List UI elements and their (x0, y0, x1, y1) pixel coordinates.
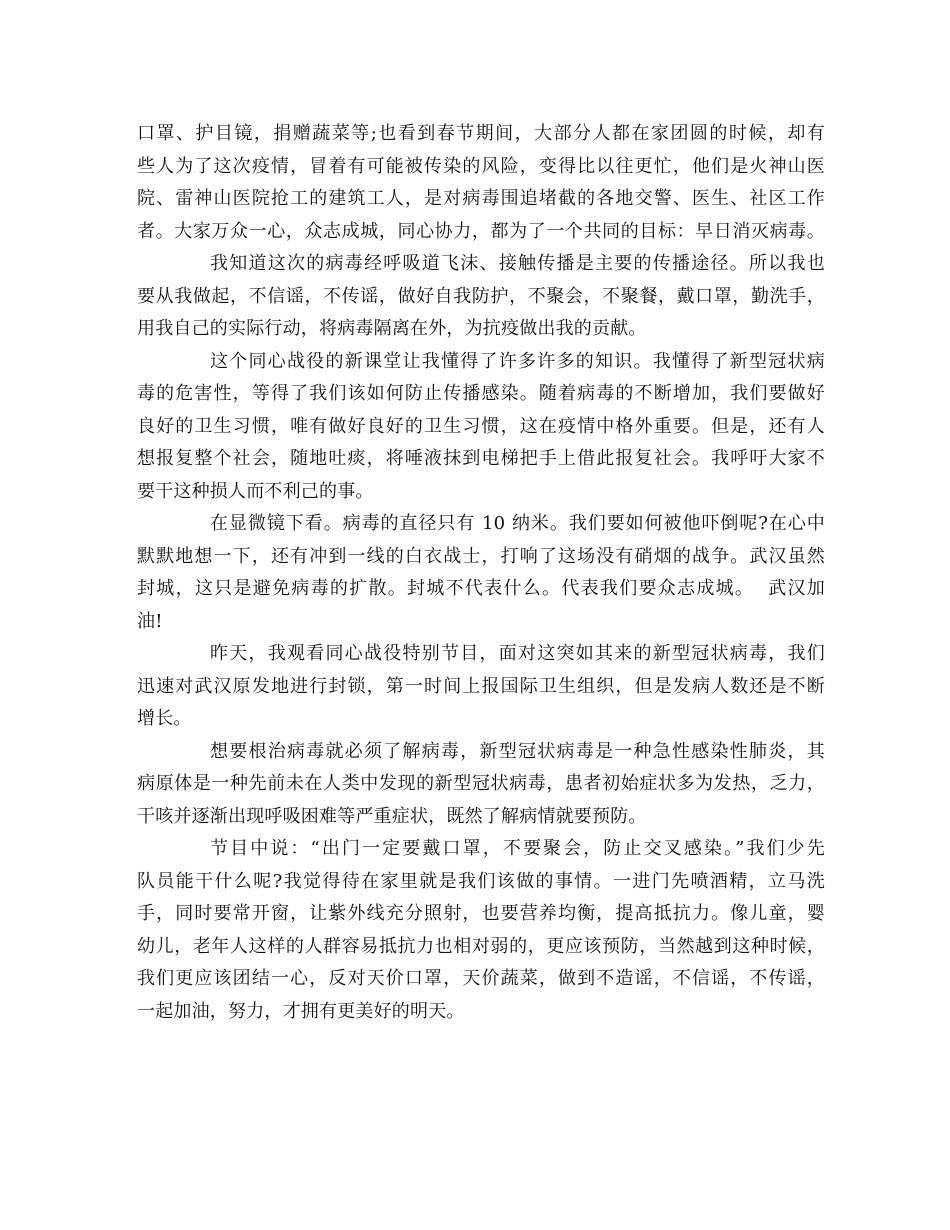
paragraph-3 (137, 346, 825, 509)
text-line: 要干这种损人而不利己的事。 (137, 480, 374, 502)
text-line: 昨天，我观看同心战役特别节目，面对这突如其来的新型冠状病毒，我们 (210, 643, 825, 664)
paragraph-1 (137, 118, 825, 248)
paragraph-5 (137, 638, 825, 736)
text-line: 想要根治病毒就必须了解病毒，新型冠状病毒是一种急性感染性肺炎，其 (210, 740, 825, 762)
text-line: 增长。 (137, 708, 192, 729)
text-line: 毒的危害性，等得了我们该如何防止传播感染。随着病毒的不断增加，我们要做好 (137, 383, 825, 404)
text-line: 些人为了这次疫情，冒着有可能被传染的风险，变得比以往更忙，他们是火神山医 (137, 155, 825, 177)
text-line: 封城，这只是避免病毒的扩散。封城不代表什么。代表我们要众志成城。 武汉加 (137, 578, 825, 599)
document-page (137, 118, 825, 1028)
text-line: 者。大家万众一心，众志成城，同心协力，都为了一个共同的目标：早日消灭病毒。 (137, 220, 825, 242)
text-line: 油! (137, 610, 163, 632)
text-line: 干咳并逐渐出现呼吸困难等严重症状，既然了解病情就要预防。 (137, 805, 647, 827)
text-line: 院、雷神山医院抢工的建筑工人，是对病毒围追堵截的各地交警、医生、社区工作 (137, 188, 825, 209)
text-line: 迅速对武汉原发地进行封锁，第一时间上报国际卫生组织，但是发病人数还是不断 (137, 675, 825, 697)
text-line: 口罩、护目镜，捐赠蔬菜等;也看到春节期间，大部分人都在家团圆的时候，却有 (137, 123, 825, 144)
paragraph-2 (137, 248, 825, 346)
text-line: 一起加油，努力，才拥有更美好的明天。 (137, 1000, 465, 1022)
text-line: 良好的卫生习惯，唯有做好良好的卫生习惯，这在疫情中格外重要。但是，还有人 (137, 415, 825, 437)
text-line: 节目中说：“出门一定要戴口罩，不要聚会，防止交叉感染。”我们少先 (210, 838, 825, 859)
text-line: 病原体是一种先前未在人类中发现的新型冠状病毒，患者初始症状多为发热，乏力， (137, 773, 825, 794)
text-line: 我知道这次的病毒经呼吸道飞沫、接触传播是主要的传播途径。所以我也 (210, 253, 825, 274)
text-line: 默默地想一下，还有冲到一线的白衣战士，打响了这场没有硝烟的战争。武汉虽然 (137, 545, 825, 567)
text-line: 队员能干什么呢?我觉得待在家里就是我们该做的事情。一进门先喷酒精，立马洗 (137, 870, 825, 892)
text-line: 要从我做起，不信谣，不传谣，做好自我防护，不聚会，不聚餐，戴口罩，勤洗手， (137, 285, 825, 307)
text-line: 我们更应该团结一心，反对天价口罩，天价蔬菜，做到不造谣，不信谣，不传谣， (137, 968, 825, 989)
text-line: 在显微镜下看。病毒的直径只有 10 纳米。我们要如何被他吓倒呢?在心中 (210, 513, 825, 534)
paragraph-7 (137, 833, 825, 1028)
text-line: 这个同心战役的新课堂让我懂得了许多许多的知识。我懂得了新型冠状病 (210, 350, 825, 372)
text-line: 幼儿，老年人这样的人群容易抵抗力也相对弱的，更应该预防，当然越到这种时候， (137, 935, 825, 957)
text-line: 用我自己的实际行动，将病毒隔离在外，为抗疫做出我的贡献。 (137, 318, 647, 339)
paragraph-6 (137, 736, 825, 834)
text-line: 手，同时要常开窗，让紫外线充分照射，也要营养均衡，提高抵抗力。像儿童，婴 (137, 903, 825, 924)
paragraph-4 (137, 508, 825, 638)
text-line: 想报复整个社会，随地吐痰，将唾液抹到电梯把手上借此报复社会。我呼吁大家不 (137, 448, 825, 469)
